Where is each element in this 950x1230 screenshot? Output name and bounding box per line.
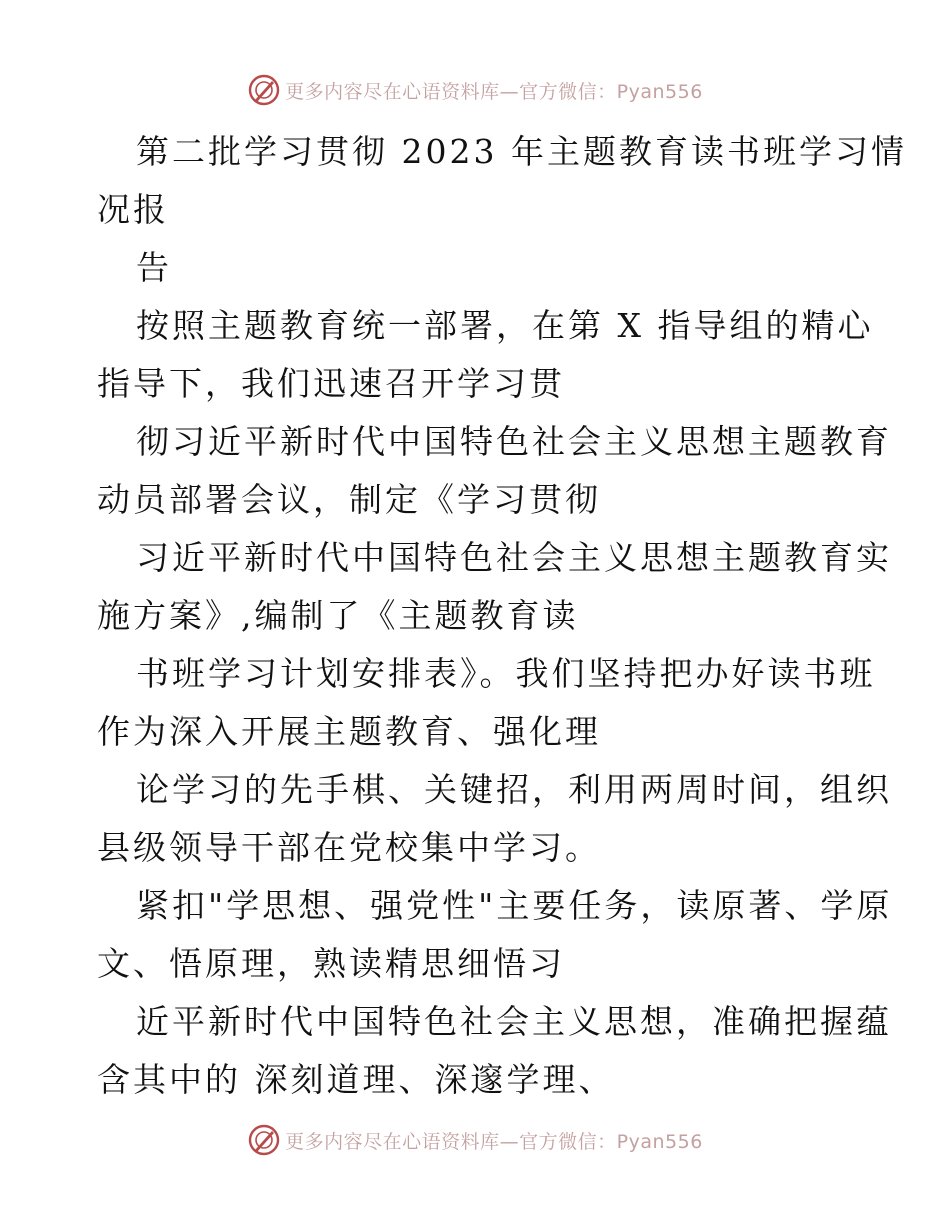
watermark-text: 更多内容尽在心语资料库—官方微信：Pyan556 xyxy=(285,1130,703,1153)
paragraph-line: 紧扣"学思想、强党性"主要任务，读原著、学原 xyxy=(136,886,893,925)
document-title-line-1: 第二批学习贯彻 2023 年主题教育读书班学习情 xyxy=(136,132,907,171)
footer-watermark-banner xyxy=(0,1120,950,1160)
paragraph-line: 书班学习计划安排表》。我们坚持把办好读书班 xyxy=(136,654,876,693)
paragraph-line: 含其中的 深刻道理、深邃学理、 xyxy=(97,1060,615,1099)
paragraph-line: 习近平新时代中国特色社会主义思想主题教育实 xyxy=(136,538,892,577)
paragraph-line: 论学习的先手棋、关键招，利用两周时间，组织 xyxy=(136,770,892,809)
paragraph-line: 近平新时代中国特色社会主义思想，准确把握蕴 xyxy=(136,1002,892,1041)
watermark-text: 更多内容尽在心语资料库—官方微信：Pyan556 xyxy=(285,80,703,103)
header-watermark-banner xyxy=(0,70,950,110)
paragraph-line: 施方案》,编制了《主题教育读 xyxy=(97,596,579,635)
paragraph-line: 指导下，我们迅速召开学习贯 xyxy=(97,364,565,403)
logo-icon xyxy=(247,1123,281,1157)
paragraph-line: 按照主题教育统一部署，在第 X 指导组的精心 xyxy=(136,306,874,345)
paragraph-line: 彻习近平新时代中国特色社会主义思想主题教育 xyxy=(136,422,892,461)
document-title-line-2: 况报 xyxy=(97,190,169,229)
paragraph-line: 县级领导干部在党校集中学习。 xyxy=(97,828,601,867)
paragraph-line: 动员部署会议，制定《学习贯彻 xyxy=(97,480,601,519)
document-title-line-3: 告 xyxy=(136,248,172,287)
logo-icon xyxy=(247,73,281,107)
paragraph-line: 文、悟原理，熟读精思细悟习 xyxy=(97,944,565,983)
paragraph-line: 作为深入开展主题教育、强化理 xyxy=(97,712,601,751)
